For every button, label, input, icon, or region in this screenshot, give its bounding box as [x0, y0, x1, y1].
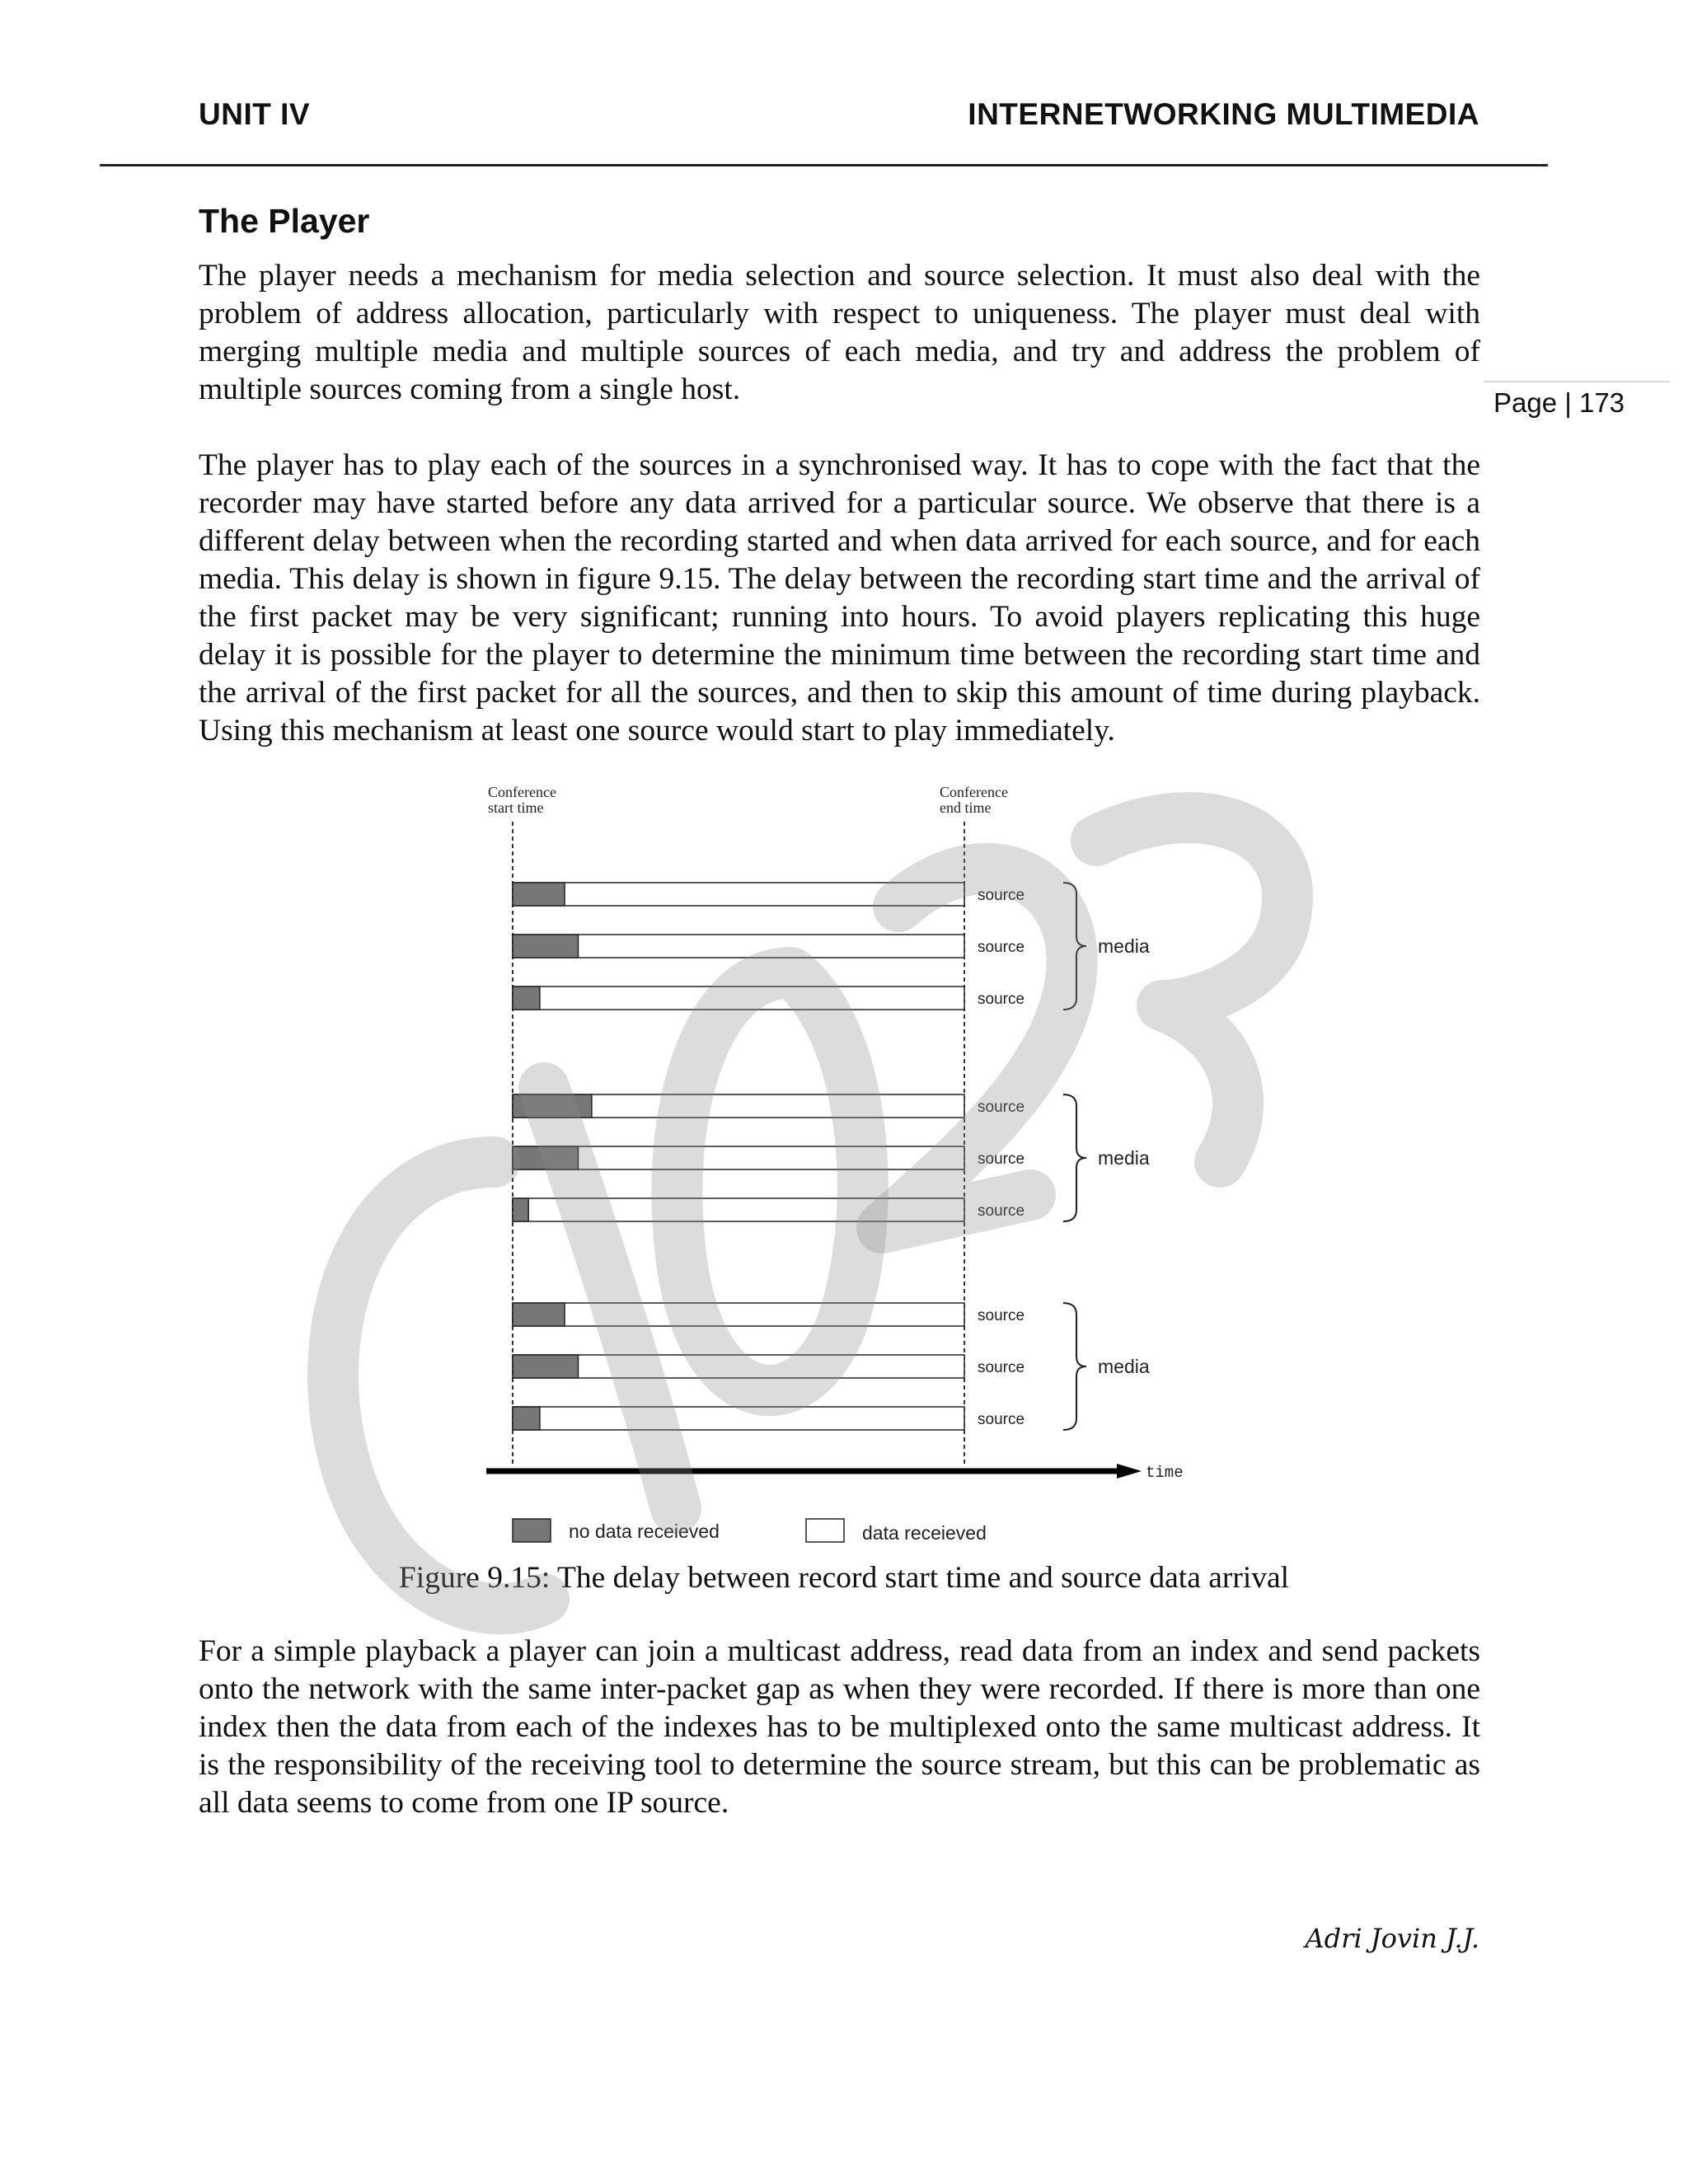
no-data-segment — [513, 1407, 540, 1430]
delay-figure — [462, 779, 1203, 1562]
author-signature: Adri Jovin J.J. — [1305, 1923, 1479, 1954]
source-label: source — [978, 887, 1025, 904]
source-bar — [513, 1355, 964, 1378]
source-label: source — [978, 1359, 1025, 1376]
no-data-segment — [513, 883, 565, 906]
legend-data-swatch — [806, 1519, 844, 1542]
legend-data-label: data receieved — [862, 1522, 987, 1544]
source-bar — [513, 883, 964, 906]
figure-caption: Figure 9.15: The delay between record start time and source data arrival — [398, 1561, 1290, 1595]
legend-no-data-label: no data receieved — [569, 1521, 720, 1542]
source-label: source — [978, 1151, 1025, 1168]
paragraph-3: For a simple playback a player can join a multicast address, read data from an index and send packets onto the network with the same inter-packet gap as when they were recorded. If there is more than one index then the data from each of the indexes has to be multiplexed onto the same multicast address. It is the responsibility of the receiving tool to determine the source stream, but this can be problematic as all data seems to come from one IP source. — [199, 1634, 1480, 1820]
source-label: source — [978, 1307, 1025, 1324]
source-label: source — [978, 939, 1025, 956]
page-number: Page | 173 — [1493, 387, 1625, 418]
header-title: INTERNETWORKING MULTIMEDIA — [968, 97, 1479, 131]
source-bar — [513, 935, 964, 958]
source-label: source — [978, 1202, 1025, 1220]
media-label: media — [1098, 935, 1150, 957]
header-unit: UNIT IV — [199, 97, 311, 131]
source-label: source — [978, 991, 1025, 1008]
no-data-segment — [513, 1198, 528, 1221]
media-label: media — [1098, 1147, 1150, 1169]
time-arrow-icon — [1117, 1464, 1142, 1479]
media-brace — [1063, 883, 1086, 1010]
media-label: media — [1098, 1356, 1150, 1377]
source-bar — [513, 1303, 964, 1326]
paragraph-1: The player needs a mechanism for media selection and source selection. It must also deal with the problem of address allocation, particularly with respect to uniqueness. The player must deal with merging multiple media and multiple sources of each media, and try and address the problem of multiple sources coming from a single host. — [199, 259, 1480, 406]
no-data-segment — [513, 1303, 565, 1326]
media-brace — [1063, 1303, 1086, 1430]
start-label-line2: start time — [488, 799, 544, 816]
source-label: source — [978, 1099, 1025, 1116]
legend-no-data-swatch — [513, 1519, 551, 1542]
start-label-line1: Conference — [488, 784, 556, 800]
header-rule — [100, 164, 1548, 166]
section-title: The Player — [199, 202, 370, 240]
page-number-rule — [1484, 381, 1670, 382]
end-label-line2: end time — [940, 799, 992, 816]
no-data-segment — [513, 987, 540, 1010]
media-brace — [1063, 1094, 1086, 1221]
paragraph-2: The player has to play each of the sources in a synchronised way. It has to cope with the fact that the recorder may have started before any data arrived for a particular source. We observe that there is a different delay between when the recording started and when data arrived for each source, and for each media. This delay is shown in figure 9.15. The delay between the recording start time and the arrival of the first packet may be very significant; running into hours. To avoid players replicating this huge delay it is possible for the player to determine the minimum time between the recording start time and the arrival of the first packet for all the sources, and then to skip this amount of time during playback. Using this mechanism at least one source would start to play immediately. — [199, 448, 1480, 748]
no-data-segment — [513, 1094, 592, 1118]
source-bar — [513, 987, 964, 1010]
source-bar — [513, 1198, 964, 1221]
no-data-segment — [513, 935, 579, 958]
end-label-line1: Conference — [940, 784, 1008, 800]
no-data-segment — [513, 1355, 579, 1378]
time-label: time — [1146, 1464, 1184, 1482]
source-label: source — [978, 1411, 1025, 1428]
media-groups — [513, 883, 1150, 1430]
no-data-segment — [513, 1146, 579, 1169]
source-bar — [513, 1407, 964, 1430]
source-bar — [513, 1146, 964, 1169]
